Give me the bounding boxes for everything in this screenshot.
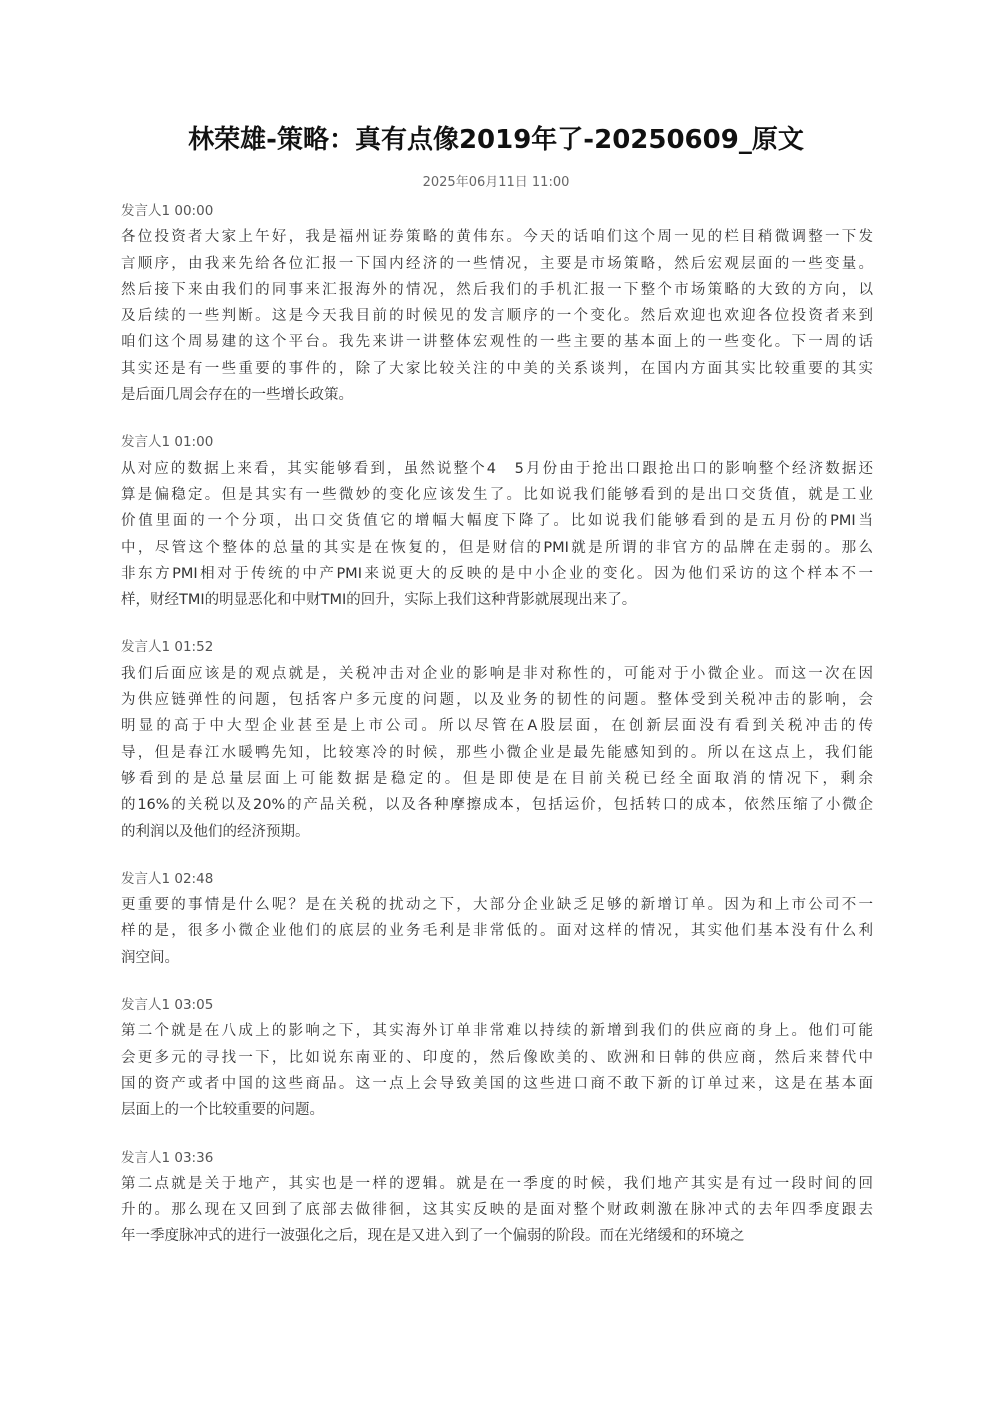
speaker-timestamp: 发言人1 01:52 — [121, 639, 214, 656]
paragraph-line: 更重要的事情是什么呢？是在关税的扰动之下，大部分企业缺乏足够的新增订单。因为和上市公司不一 — [121, 897, 873, 914]
speech-paragraph — [121, 1018, 873, 1123]
paragraph-line: 层面上的一个比较重要的问题。 — [121, 1102, 324, 1119]
paragraph-line: 的16%的关税以及20%的产品关税，以及各种摩擦成本，包括运价，包括转口的成本，依然压缩了小微企 — [121, 797, 873, 814]
paragraph-line: 年一季度脉冲式的进行一波强化之后，现在是又进入到了一个偏弱的阶段。而在光绪缓和的环境之 — [121, 1228, 745, 1245]
transcript-segment — [121, 429, 873, 613]
paragraph-line: 非东方PMI相对于传统的中产PMI来说更大的反映的是中小企业的变化。因为他们采访的这个样本不一 — [121, 565, 873, 582]
speech-paragraph — [121, 456, 873, 614]
paragraph-line: 升的。那么现在又回到了底部去做徘徊，这其实反映的是面对整个财政刺激在脉冲式的去年四季度跟去 — [121, 1202, 873, 1219]
paragraph-line: 咱们这个周易建的这个平台。我先来讲一讲整体宏观性的一些主要的基本面上的一些变化。下一周的话 — [121, 334, 873, 351]
paragraph-line: 国的资产或者中国的这些商品。这一点上会导致美国的这些进口商不敢下新的订单过来，这是在基本面 — [121, 1075, 873, 1092]
paragraph-line: 是后面几周会存在的一些增长政策。 — [121, 387, 353, 404]
speaker-timestamp: 发言人1 02:48 — [121, 870, 214, 887]
paragraph-line: 样的是，很多小微企业他们的底层的业务毛利是非常低的。面对这样的情况，其实他们基本没有什么利 — [121, 923, 873, 940]
paragraph-line: 润空间。 — [121, 949, 179, 966]
paragraph-line: 其实还是有一些重要的事件的，除了大家比较关注的中美的关系谈判，在国内方面其实比较重要的其实 — [121, 360, 873, 377]
transcript-segment — [121, 866, 873, 971]
paragraph-line: 及后续的一些判断。这是今天我目前的时候见的发言顺序的一个变化。然后欢迎也欢迎各位投资者来到 — [121, 308, 873, 325]
paragraph-line: 各位投资者大家上午好，我是福州证券策略的黄伟东。今天的话咱们这个周一见的栏目稍微调整一下发 — [121, 229, 873, 246]
paragraph-line: 从对应的数据上来看，其实能够看到，虽然说整个4 5月份由于抢出口跟抢出口的影响整个经济数据还 — [121, 460, 873, 477]
speaker-timestamp: 发言人1 03:05 — [121, 997, 214, 1014]
transcript-body — [121, 198, 873, 1271]
paragraph-line: 会更多元的寻找一下，比如说东南亚的、印度的，然后像欧美的、欧洲和日韩的供应商，然后来替代中 — [121, 1049, 873, 1066]
transcript-segment — [121, 1145, 873, 1250]
paragraph-line: 第二点就是关于地产，其实也是一样的逻辑。就是在一季度的时候，我们地产其实是有过一段时间的回 — [121, 1175, 873, 1192]
document-date: 2025年06月11日 11:00 — [422, 175, 570, 190]
paragraph-line: 价值里面的一个分项，出口交货值它的增幅大幅度下降了。比如说我们能够看到的是五月份的PMI当 — [121, 513, 873, 530]
paragraph-line: 言顺序，由我来先给各位汇报一下国内经济的一些情况，主要是市场策略，然后宏观层面的一些变量。 — [121, 255, 873, 272]
paragraph-line: 中，尽管这个整体的总量的其实是在恢复的，但是财信的PMI就是所谓的非官方的品牌在走弱的。那么 — [121, 539, 873, 556]
speaker-timestamp: 发言人1 01:00 — [121, 434, 214, 451]
paragraph-line: 够看到的是总量层面上可能数据是稳定的。但是即使是在目前关税已经全面取消的情况下，剩余 — [121, 770, 873, 787]
paragraph-line: 样，财经TMI的明显恶化和中财TMI的回升，实际上我们这种背影就展现出来了。 — [121, 592, 637, 609]
speech-paragraph — [121, 892, 873, 971]
speaker-timestamp: 发言人1 03:36 — [121, 1149, 214, 1166]
transcript-segment — [121, 198, 873, 408]
transcript-segment — [121, 634, 873, 844]
paragraph-line: 明显的高于中大型企业甚至是上市公司。所以尽管在A股层面，在创新层面没有看到关税冲击的传 — [121, 718, 873, 735]
paragraph-line: 然后接下来由我们的同事来汇报海外的情况，然后我们的手机汇报一下整个市场策略的大致的方向，以 — [121, 281, 873, 298]
paragraph-line: 的利润以及他们的经济预期。 — [121, 823, 310, 840]
paragraph-line: 为供应链弹性的问题，包括客户多元度的问题，以及业务的韧性的问题。整体受到关税冲击的影响，会 — [121, 692, 873, 709]
paragraph-line: 算是偏稳定。但是其实有一些微妙的变化应该发生了。比如说我们能够看到的是出口交货值，就是工业 — [121, 486, 873, 503]
document-title: 林荣雄-策略：真有点像2019年了-20250609_原文 — [188, 125, 804, 155]
paragraph-line: 导，但是春江水暖鸭先知，比较寒冷的时候，那些小微企业是最先能感知到的。所以在这点上，我们能 — [121, 744, 873, 761]
speech-paragraph — [121, 224, 873, 408]
paragraph-line: 第二个就是在八成上的影响之下，其实海外订单非常难以持续的新增到我们的供应商的身上。他们可能 — [121, 1023, 873, 1040]
transcript-segment — [121, 992, 873, 1123]
speech-paragraph — [121, 1171, 873, 1250]
speech-paragraph — [121, 661, 873, 845]
paragraph-line: 我们后面应该是的观点就是，关税冲击对企业的影响是非对称性的，可能对于小微企业。而这一次在因 — [121, 665, 873, 682]
speaker-timestamp: 发言人1 00:00 — [121, 203, 214, 219]
